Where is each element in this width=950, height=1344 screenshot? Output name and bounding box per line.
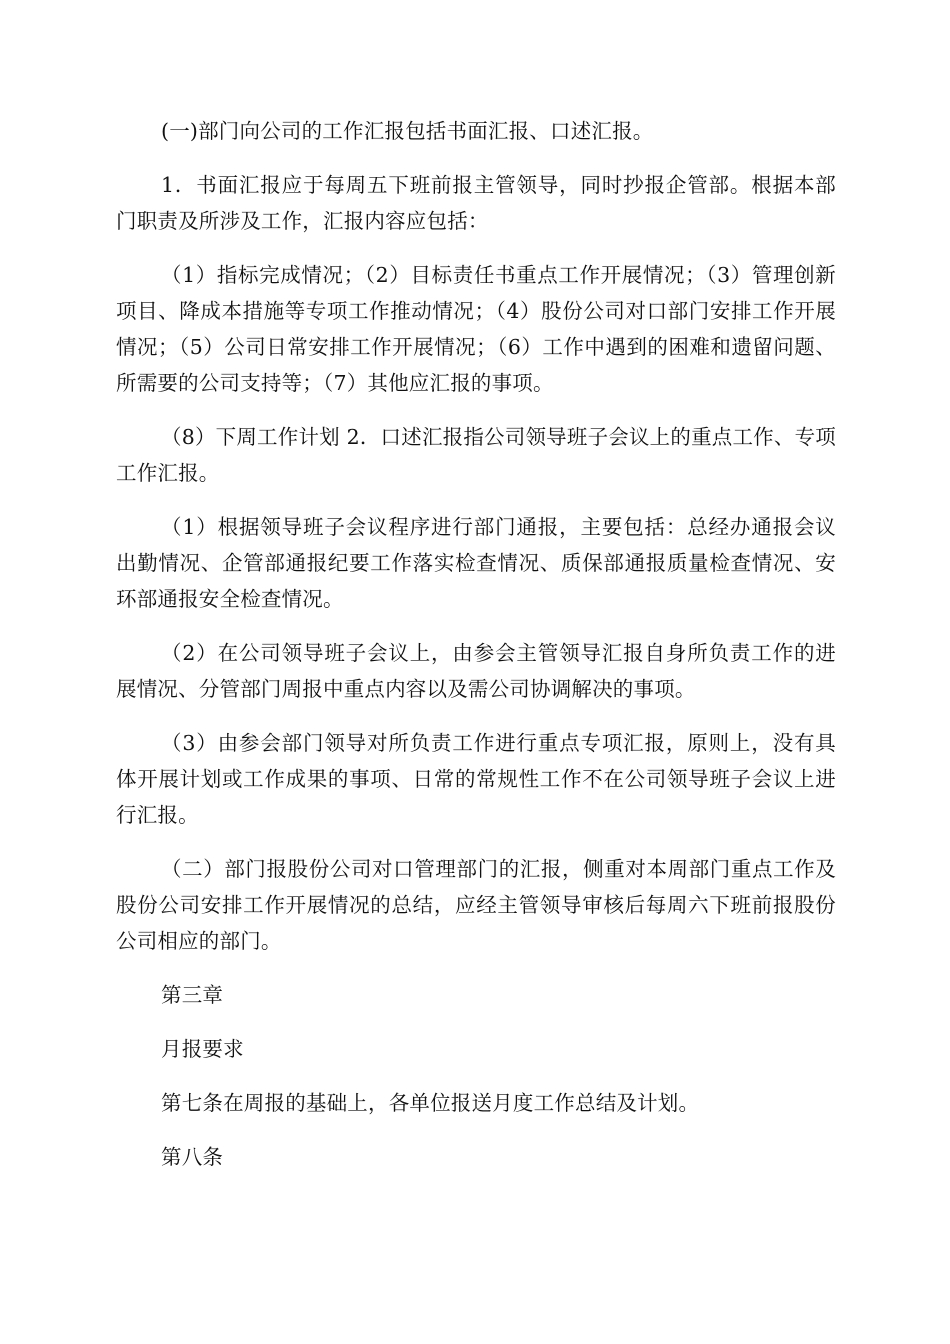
chapter-heading: 第三章 (161, 983, 224, 1007)
document-body (116, 113, 836, 1193)
paragraph-report-types: (一)部门向公司的工作汇报包括书面汇报、口述汇报。 (161, 119, 654, 143)
paragraph-report-contents: （1）指标完成情况；（2）目标责任书重点工作开展情况；（3）管理创新项目、降成本措施等专项工作推动情况；（4）股份公司对口部门安排工作开展情况；（5）公司日常安排工作开展情况；（6）工作中遇到的困难和遗留问题、所需要的公司支持等；（7）其他应汇报的事项。 (116, 263, 836, 395)
paragraph-shareholding-report: （二）部门报股份公司对口管理部门的汇报，侧重对本周部门重点工作及股份公司安排工作开展情况的总结，应经主管领导审核后每周六下班前报股份公司相应的部门。 (116, 857, 836, 953)
article-seven: 第七条在周报的基础上，各单位报送月度工作总结及计划。 (161, 1091, 700, 1115)
paragraph-oral-report: （8）下周工作计划 2．口述汇报指公司领导班子会议上的重点工作、专项工作汇报。 (116, 425, 836, 485)
article-eight: 第八条 (161, 1145, 224, 1169)
section-heading: 月报要求 (161, 1037, 244, 1061)
paragraph-department-briefing: （1）根据领导班子会议程序进行部门通报，主要包括：总经办通报会议出勤情况、企管部通报纪要工作落实检查情况、质保部通报质量检查情况、安环部通报安全检查情况。 (116, 515, 836, 611)
paragraph-special-report: （3）由参会部门领导对所负责工作进行重点专项汇报，原则上，没有具体开展计划或工作成果的事项、日常的常规性工作不在公司领导班子会议上进行汇报。 (116, 731, 836, 827)
paragraph-leader-report: （2）在公司领导班子会议上，由参会主管领导汇报自身所负责工作的进展情况、分管部门周报中重点内容以及需公司协调解决的事项。 (116, 641, 836, 701)
paragraph-written-report: 1．书面汇报应于每周五下班前报主管领导，同时抄报企管部。根据本部门职责及所涉及工作，汇报内容应包括： (116, 173, 836, 233)
